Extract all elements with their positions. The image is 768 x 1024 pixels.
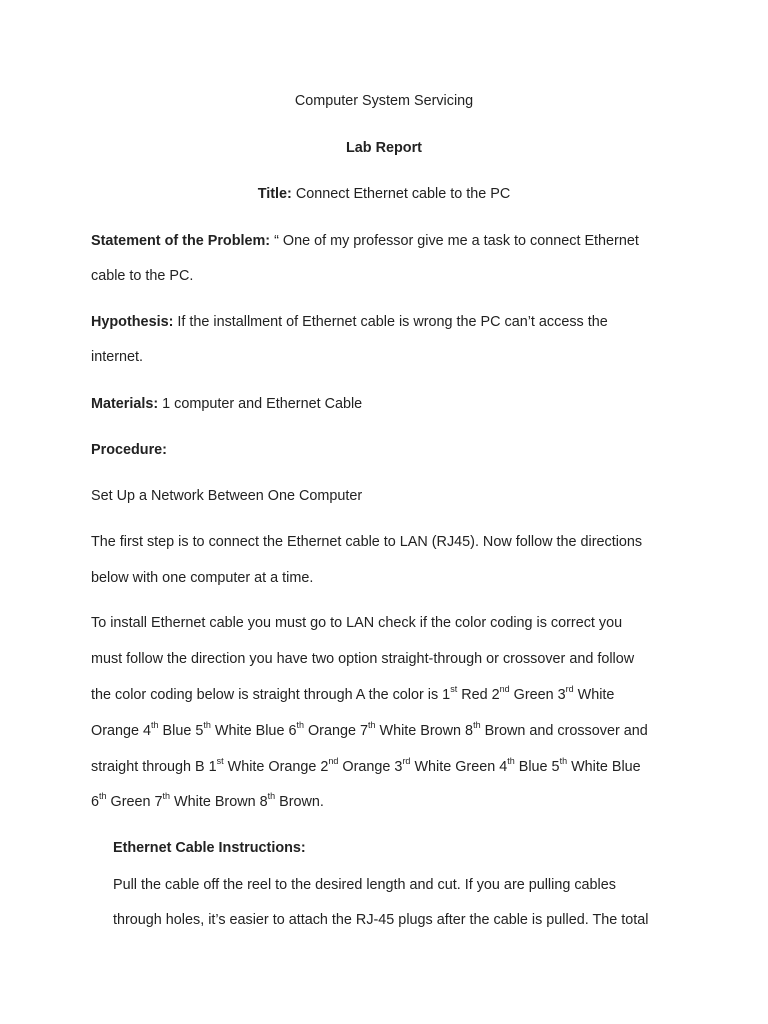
title-label: Title: <box>257 186 292 202</box>
hypothesis-label: Hypothesis: <box>91 314 174 330</box>
materials-line: Materials: 1 computer and Ethernet Cable <box>91 396 363 412</box>
problem-statement-line-1: Statement of the Problem: “ One of my professor give me a task to connect Ethernet <box>91 233 639 249</box>
pull-line-1: Pull the cable off the reel to the desired length and cut. If you are pulling cables <box>113 877 616 893</box>
instructions-heading: Ethernet Cable Instructions: <box>113 840 306 856</box>
install-line-3: the color coding below is straight through A the color is 1st Red 2nd Green 3rd White <box>91 684 615 703</box>
first-step-line-2: below with one computer at a time. <box>91 570 314 586</box>
problem-label: Statement of the Problem: <box>91 233 271 249</box>
course-name: Computer System Servicing <box>294 93 474 109</box>
first-step-line-1: The first step is to connect the Ethernet cable to LAN (RJ45). Now follow the directions <box>91 534 643 550</box>
setup-heading: Set Up a Network Between One Computer <box>91 488 363 504</box>
report-title <box>0 185 768 203</box>
install-line-5: straight through B 1st White Orange 2nd Orange 3rd White Green 4th Blue 5th White Blue <box>91 756 641 775</box>
install-line-6: 6th Green 7th White Brown 8th Brown. <box>91 791 324 810</box>
report-type: Lab Report <box>346 140 422 156</box>
install-line-1: To install Ethernet cable you must go to LAN check if the color coding is correct you <box>91 615 623 631</box>
materials-label: Materials: <box>91 396 159 412</box>
hypothesis-line-2: internet. <box>91 349 143 365</box>
title-text: Connect Ethernet cable to the PC <box>291 186 511 202</box>
install-line-2: must follow the direction you have two option straight-through or crossover and follow <box>91 651 635 667</box>
hypothesis-line-1: Hypothesis: If the installment of Ethernet cable is wrong the PC can’t access the <box>91 314 608 330</box>
install-line-4: Orange 4th Blue 5th White Blue 6th Orange 7th White Brown 8th Brown and crossover and <box>91 720 648 739</box>
pull-line-2: through holes, it’s easier to attach the RJ-45 plugs after the cable is pulled. The total <box>113 912 649 928</box>
problem-statement-line-2: cable to the PC. <box>91 268 194 284</box>
procedure-heading: Procedure: <box>91 442 167 458</box>
